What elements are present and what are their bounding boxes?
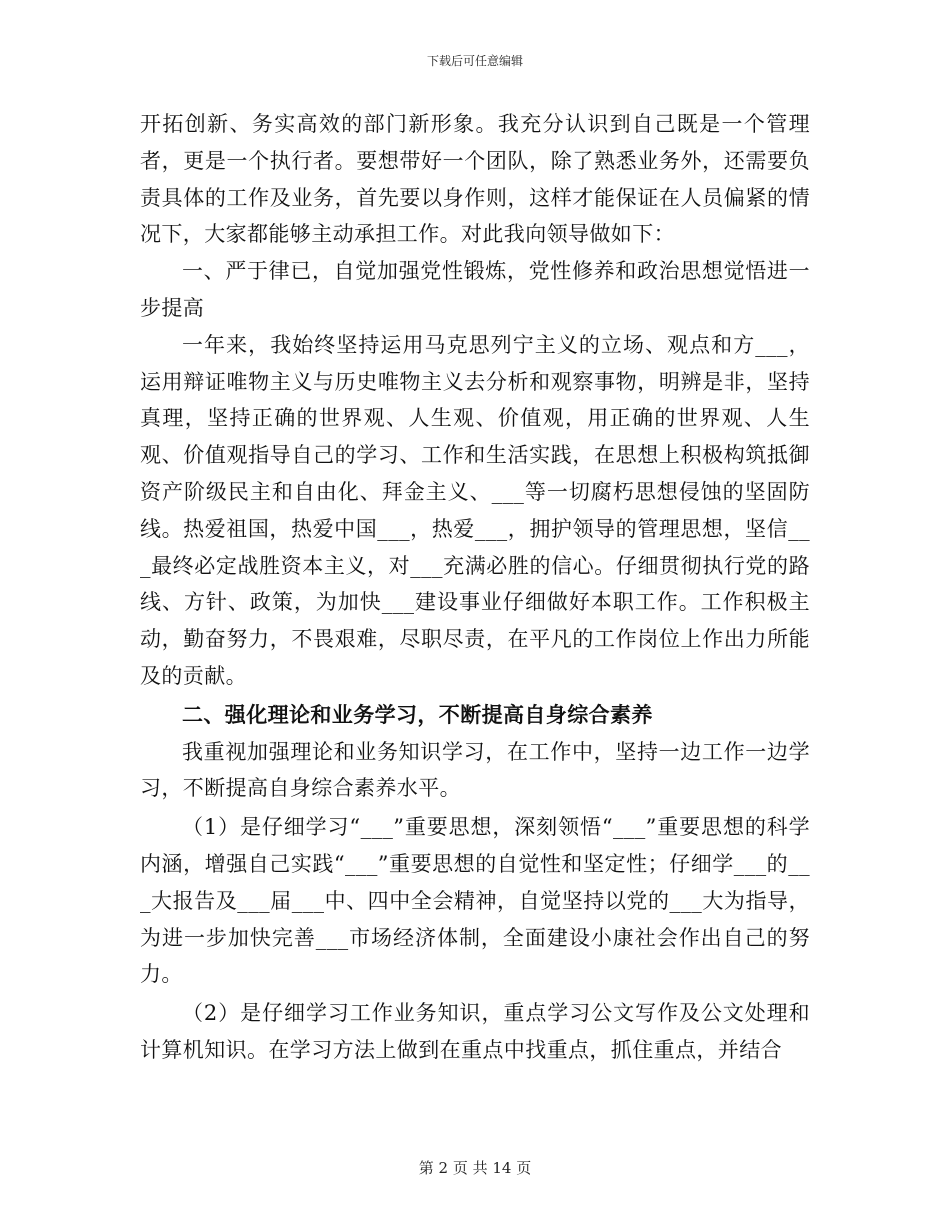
paragraph-2: 一年来，我始终坚持运用马克思列宁主义的立场、观点和方___，运用辩证唯物主义与历史唯物主义去分析和观察事物，明辨是非，坚持真理，坚持正确的世界观、人生观、价值观，用正确的世界观、人生观、价值观指导自己的学习、工作和生活实践，在思想上积极构筑抵御资产阶级民主和自由化、拜金主义、___等一切腐朽思想侵蚀的坚固防线。热爱祖国，热爱中国___，热爱___，拥护领导的管理思想，坚信___最终必定战胜资本主义，对___充满必胜的信心。仔细贯彻执行党的路线、方针、政策，为加快___建设事业仔细做好本职工作。工作积极主动，勤奋努力，不畏艰难，尽职尽责，在平凡的工作岗位上作出力所能及的贡献。 [140, 332, 810, 688]
paragraph-1: 开拓创新、务实高效的部门新形象。我充分认识到自己既是一个管理者，更是一个执行者。要想带好一个团队，除了熟悉业务外，还需要负责具体的工作及业务，首先要以身作则，这样才能保证在人员偏紧的情况下，大家都能够主动承担工作。对此我向领导做如下： [140, 112, 810, 247]
section-heading-2: 二、强化理论和业务学习，不断提高自身综合素养 [182, 702, 653, 727]
paragraph-3: 我重视加强理论和业务知识学习，在工作中，坚持一边工作一边学习，不断提高自身综合素养水平。 [140, 739, 810, 801]
paragraph-5: （2）是仔细学习工作业务知识，重点学习公文写作及公文处理和计算机知识。在学习方法上做到在重点中找重点，抓住重点，并结合 [140, 1001, 810, 1062]
page-header-note: 下载后可任意编辑 [426, 54, 523, 68]
page-number: 第 2 页 共 14 页 [418, 1159, 532, 1177]
paragraph-4: （1）是仔细学习“___”重要思想，深刻领悟“___”重要思想的科学内涵，增强自己实践“___”重要思想的自觉性和坚定性；仔细学___的___大报告及___届___中、四中全会精神，自觉坚持以党的___大为指导，为进一步加快完善___市场经济体制，全面建设小康社会作出自己的努力。 [140, 815, 810, 987]
document-body [140, 106, 810, 1069]
section-heading-1: 一、严于律已，自觉加强党性锻炼，党性修养和政治思想觉悟进一步提高 [140, 259, 810, 320]
